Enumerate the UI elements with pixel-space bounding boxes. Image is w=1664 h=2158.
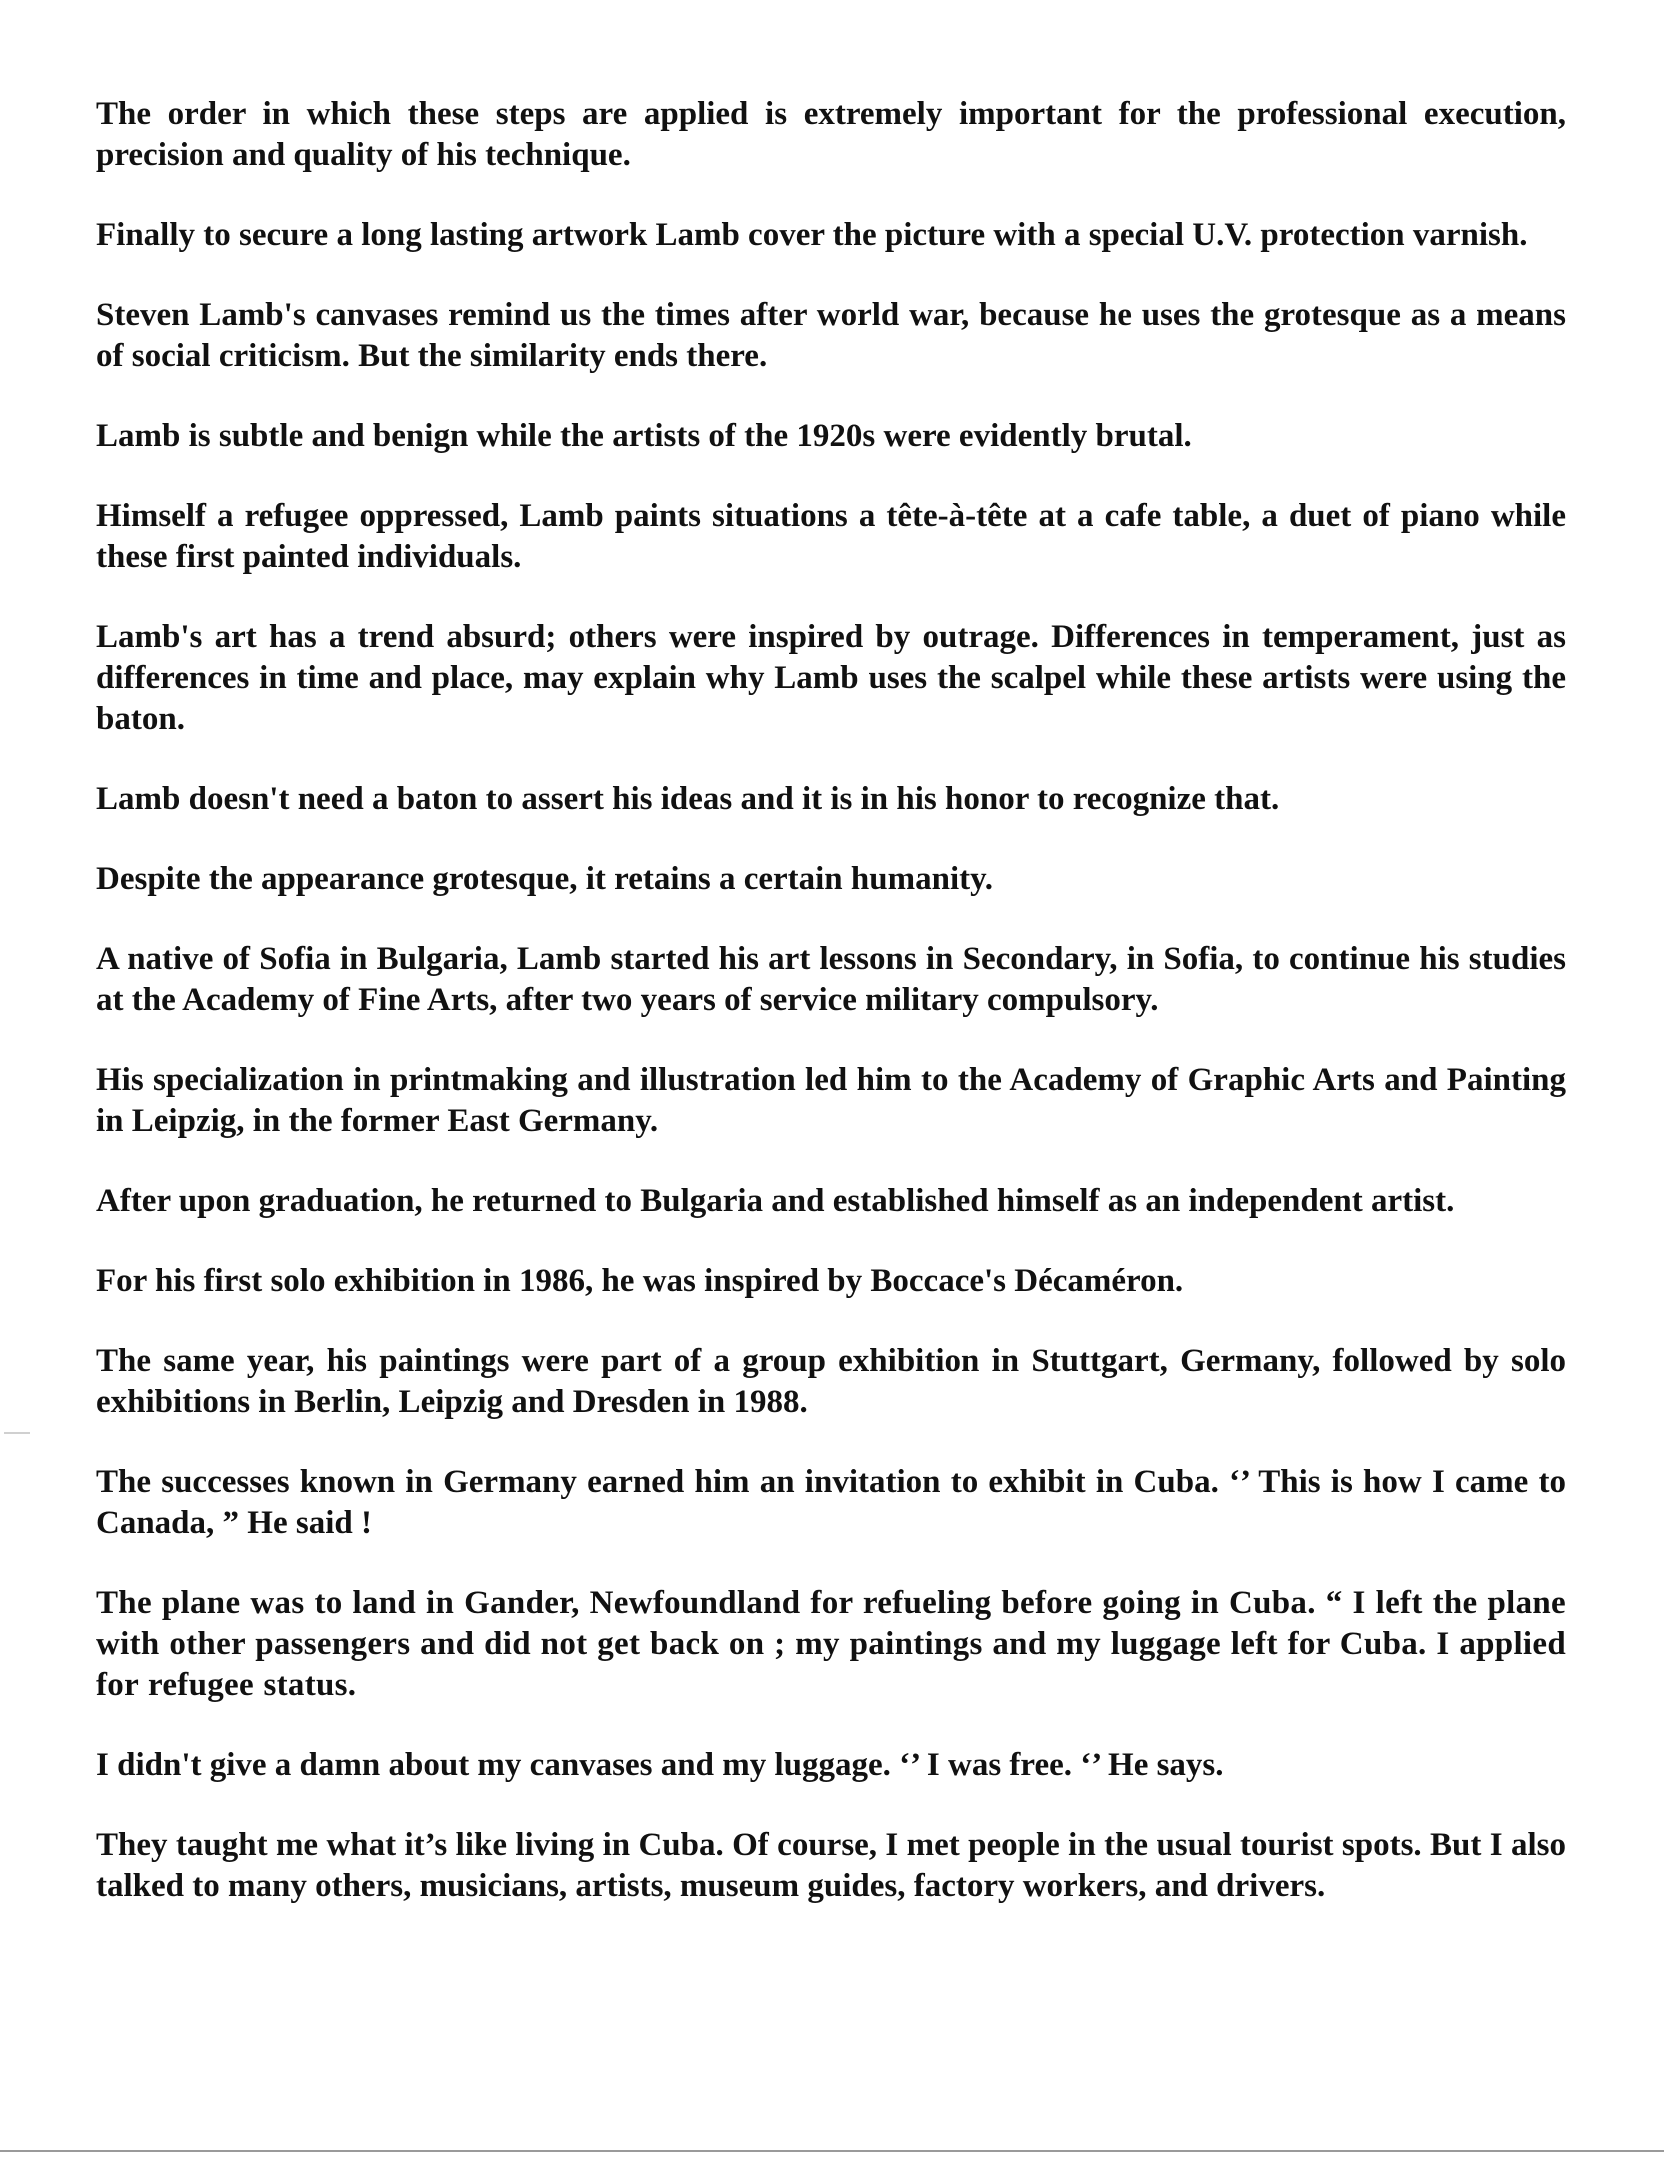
scan-speck [4, 1432, 30, 1434]
paragraph-first-exhibition: For his first solo exhibition in 1986, he was inspired by Boccace's Décaméron. [96, 1263, 1184, 1299]
paragraph-technique-order: The order in which these steps are applied is extremely important for the professional execution, precision and quality of his technique. [96, 96, 1566, 173]
paragraph-grotesque: Steven Lamb's canvases remind us the times after world war, because he uses the grotesque as a means of social criticism. But the similarity ends there. [96, 297, 1566, 374]
paragraph-free: I didn't give a damn about my canvases and my luggage. ‘’ I was free. ‘’ He says. [96, 1747, 1224, 1783]
paragraph-leipzig: His specialization in printmaking and illustration led him to the Academy of Graphic Arts and Painting in Leipzig, in the former East Germany. [96, 1062, 1566, 1139]
paragraph-humanity: Despite the appearance grotesque, it retains a certain humanity. [96, 861, 994, 897]
paragraph-subtle: Lamb is subtle and benign while the artists of the 1920s were evidently brutal. [96, 418, 1192, 454]
paragraph-baton: Lamb doesn't need a baton to assert his ideas and it is in his honor to recognize that. [96, 781, 1280, 817]
paragraph-cuba-invitation: The successes known in Germany earned him an invitation to exhibit in Cuba. ‘’ This is how I came to Canada, ” He said ! [96, 1464, 1566, 1541]
paragraph-refugee: Himself a refugee oppressed, Lamb paints situations a tête-à-tête at a cafe table, a duet of piano while these first painted individuals. [96, 498, 1566, 575]
paragraph-stuttgart: The same year, his paintings were part of a group exhibition in Stuttgart, Germany, followed by solo exhibitions in Berlin, Leipzig and Dresden in 1988. [96, 1343, 1566, 1420]
paragraph-sofia: A native of Sofia in Bulgaria, Lamb started his art lessons in Secondary, in Sofia, to continue his studies at the Academy of Fine Arts, after two years of service military compulsory. [96, 941, 1566, 1018]
paragraph-living-in-cuba: They taught me what it’s like living in Cuba. Of course, I met people in the usual tourist spots. But I also talked to many others, musicians, artists, museum guides, factory workers, and drivers. [96, 1827, 1566, 1904]
bottom-rule [0, 2150, 1664, 2152]
body-text [96, 94, 1566, 1946]
paragraph-graduation: After upon graduation, he returned to Bulgaria and established himself as an independent artist. [96, 1183, 1455, 1219]
paragraph-gander: The plane was to land in Gander, Newfoundland for refueling before going in Cuba. “ I left the plane with other passengers and did not get back on ; my paintings and my luggage left for Cuba. I applied for refugee status. [96, 1585, 1566, 1703]
paragraph-varnish: Finally to secure a long lasting artwork Lamb cover the picture with a special U.V. protection varnish. [96, 217, 1528, 253]
paragraph-absurd: Lamb's art has a trend absurd; others were inspired by outrage. Differences in temperament, just as differences in time and place, may explain why Lamb uses the scalpel while these artists were using the baton. [96, 619, 1566, 737]
